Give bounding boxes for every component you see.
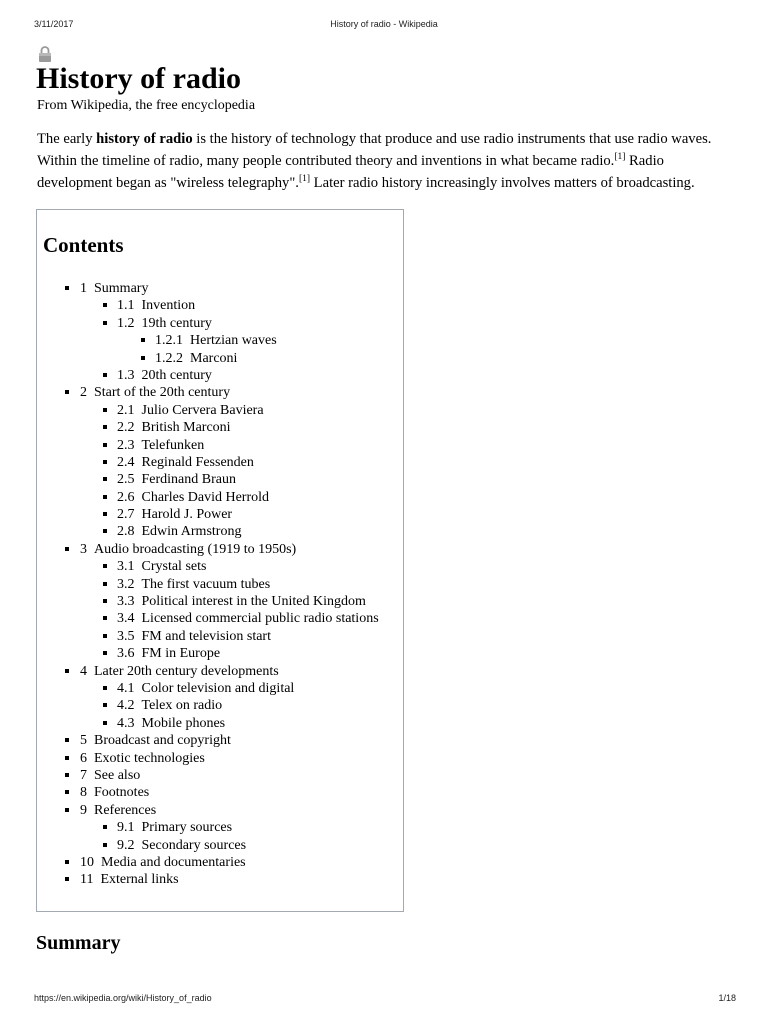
toc-link[interactable] [117, 819, 232, 836]
bullet-icon [103, 651, 107, 655]
intro-paragraph [37, 128, 737, 194]
reference-link[interactable]: [1] [298, 174, 311, 184]
toc-link[interactable] [117, 367, 212, 384]
toc-item[interactable] [37, 784, 403, 801]
toc-label: FM in Europe [141, 646, 221, 662]
print-date: 3/11/2017 [34, 19, 74, 29]
bullet-icon [103, 721, 107, 725]
toc-label: External links [100, 872, 179, 888]
toc-item[interactable] [37, 471, 403, 488]
toc-number: 3.5 [117, 628, 135, 644]
toc-number: 2.1 [117, 402, 135, 418]
toc-number: 11 [80, 872, 94, 888]
toc-label: Licensed commercial public radio stations [141, 611, 379, 627]
reference-link[interactable]: [1] [614, 152, 626, 162]
toc-number: 2.6 [117, 489, 135, 505]
toc-label: Invention [141, 298, 196, 314]
toc-label: Political interest in the United Kingdom [141, 594, 366, 610]
toc-item[interactable] [37, 367, 403, 384]
toc-number: 1.2.2 [155, 350, 183, 366]
toc-item[interactable] [37, 315, 403, 332]
bullet-icon [65, 756, 69, 760]
toc-item[interactable] [37, 576, 403, 593]
toc-number: 2.2 [117, 420, 135, 436]
toc-number: 2.8 [117, 524, 135, 540]
toc-label: British Marconi [141, 420, 231, 436]
toc-label: Later 20th century developments [94, 663, 279, 679]
bullet-icon [103, 634, 107, 638]
toc-title: Contents [43, 233, 124, 257]
bullet-icon [103, 512, 107, 516]
toc-number: 9.1 [117, 820, 135, 836]
toc-item[interactable] [37, 663, 403, 680]
toc-number: 1.2.1 [155, 333, 183, 349]
bullet-icon [65, 286, 69, 290]
toc-number: 9 [80, 802, 87, 818]
bullet-icon [65, 738, 69, 742]
toc-item[interactable] [37, 750, 403, 767]
bullet-icon [103, 564, 107, 568]
site-tagline: From Wikipedia, the free encyclopedia [37, 98, 256, 113]
toc-label: Media and documentaries [101, 854, 246, 870]
toc-link[interactable] [117, 402, 264, 419]
toc-number: 3.1 [117, 559, 135, 575]
toc-label: Color television and digital [141, 680, 295, 696]
toc-number: 2.3 [117, 437, 135, 453]
toc-label: References [94, 802, 157, 818]
toc-link[interactable] [117, 437, 204, 454]
toc-item[interactable] [37, 610, 403, 627]
print-page-title: History of radio - Wikipedia [330, 19, 438, 29]
toc-label: Exotic technologies [94, 750, 205, 766]
toc-item[interactable] [37, 489, 403, 506]
intro-text: Later radio history increasingly involves matters of broadcasting. [310, 175, 695, 191]
toc-number: 4.3 [117, 715, 135, 731]
toc-item[interactable] [37, 280, 403, 297]
toc-label: Primary sources [141, 820, 233, 836]
toc-label: Hertzian waves [190, 333, 277, 349]
bullet-icon [103, 303, 107, 307]
print-page-number: 1/18 [718, 993, 736, 1003]
intro-text: is the history of technology that produce and use radio instruments that use radio waves. Within the timeline of radio, many people contributed theory and inventions in what became radio. [37, 131, 712, 169]
toc-number: 1.2 [117, 315, 135, 331]
bullet-icon [103, 425, 107, 429]
bullet-icon [103, 477, 107, 481]
bullet-icon [103, 616, 107, 620]
toc-item[interactable] [37, 454, 403, 471]
toc-label: Reginald Fessenden [141, 454, 254, 470]
toc-link[interactable] [117, 610, 379, 627]
toc-item[interactable] [37, 680, 403, 697]
toc-label: Mobile phones [141, 715, 226, 731]
toc-link[interactable] [155, 350, 237, 367]
toc-label: Secondary sources [141, 837, 247, 853]
toc-link[interactable] [117, 419, 231, 436]
bullet-icon [103, 703, 107, 707]
toc-link[interactable] [117, 697, 222, 714]
bullet-icon [141, 356, 145, 360]
bullet-icon [103, 825, 107, 829]
bullet-icon [103, 443, 107, 447]
intro-bold-term: history of radio [96, 131, 193, 147]
bullet-icon [103, 495, 107, 499]
toc-link[interactable] [80, 802, 156, 819]
bullet-icon [65, 773, 69, 777]
toc-link[interactable] [80, 784, 149, 801]
toc-item[interactable] [37, 593, 403, 610]
toc-link[interactable] [117, 454, 254, 471]
toc-number: 4.2 [117, 698, 135, 714]
toc-number: 4 [80, 663, 87, 679]
lock-icon [38, 45, 52, 63]
toc-item[interactable] [37, 558, 403, 575]
bullet-icon [103, 408, 107, 412]
toc-label: Summary [94, 281, 149, 296]
toc-number: 2 [80, 385, 87, 401]
bullet-icon [103, 460, 107, 464]
bullet-icon [103, 582, 107, 586]
toc-number: 4.1 [117, 680, 135, 696]
toc-number: 3.3 [117, 594, 135, 610]
toc-number: 9.2 [117, 837, 135, 853]
bullet-icon [65, 790, 69, 794]
toc-item[interactable] [37, 350, 403, 367]
toc-number: 2.7 [117, 507, 135, 523]
intro-text: The early [37, 131, 97, 147]
toc-link[interactable] [117, 297, 195, 314]
toc-number: 1 [80, 281, 87, 296]
toc-item[interactable] [37, 384, 403, 401]
toc-label: Audio broadcasting (1919 to 1950s) [94, 541, 297, 557]
toc-label: FM and television start [141, 628, 271, 644]
intro-text: Radio development began as "wireless telegraphy". [37, 153, 664, 191]
toc-label: Julio Cervera Baviera [141, 402, 264, 418]
toc-item[interactable] [37, 715, 403, 732]
toc-label: 20th century [141, 367, 212, 383]
toc-number: 3 [80, 541, 87, 557]
toc-label: Harold J. Power [141, 507, 233, 523]
toc-label: Telefunken [141, 437, 205, 453]
bullet-icon [103, 843, 107, 847]
toc-link[interactable] [80, 663, 279, 680]
bullet-icon [141, 338, 145, 342]
toc-label: 19th century [141, 315, 212, 331]
toc-link[interactable] [80, 750, 205, 767]
toc-item[interactable] [37, 802, 403, 819]
toc-link[interactable] [117, 645, 220, 662]
bullet-icon [65, 877, 69, 881]
toc-label: Edwin Armstrong [141, 524, 242, 540]
toc-link[interactable] [80, 280, 148, 297]
print-url: https://en.wikipedia.org/wiki/History_of_radio [34, 993, 212, 1003]
toc-label: Broadcast and copyright [94, 733, 231, 749]
toc-item[interactable] [37, 819, 403, 836]
bullet-icon [103, 373, 107, 377]
bullet-icon [65, 808, 69, 812]
toc-number: 6 [80, 750, 87, 766]
toc-link[interactable] [117, 489, 269, 506]
toc-link[interactable] [117, 837, 246, 854]
toc-item[interactable] [37, 837, 403, 854]
toc-label: Charles David Herrold [141, 489, 270, 505]
bullet-icon [103, 321, 107, 325]
toc-number: 10 [80, 854, 94, 870]
bullet-icon [65, 860, 69, 864]
table-of-contents [36, 209, 404, 912]
bullet-icon [65, 547, 69, 551]
bullet-icon [103, 529, 107, 533]
toc-number: 5 [80, 733, 87, 749]
toc-label: The first vacuum tubes [141, 576, 271, 592]
toc-link[interactable] [117, 680, 294, 697]
toc-item[interactable] [37, 332, 403, 349]
toc-link[interactable] [80, 871, 179, 888]
toc-item[interactable] [37, 523, 403, 540]
toc-link[interactable] [117, 506, 232, 523]
toc-item[interactable] [37, 437, 403, 454]
toc-item[interactable] [37, 506, 403, 523]
toc-link[interactable] [117, 558, 206, 575]
toc-label: Ferdinand Braun [141, 472, 236, 488]
toc-link[interactable] [117, 593, 366, 610]
toc-number: 2.5 [117, 472, 135, 488]
toc-link[interactable] [155, 332, 277, 349]
toc-label: Start of the 20th century [94, 385, 231, 401]
toc-link[interactable] [117, 715, 225, 732]
toc-number: 8 [80, 785, 87, 801]
toc-number: 7 [80, 767, 87, 783]
bullet-icon [103, 686, 107, 690]
toc-item[interactable] [37, 767, 403, 784]
page-title: History of radio [36, 62, 241, 95]
toc-link[interactable] [117, 471, 236, 488]
toc-label: Crystal sets [141, 559, 207, 575]
toc-link[interactable] [80, 854, 246, 871]
toc-link[interactable] [117, 315, 212, 332]
toc-number: 3.2 [117, 576, 135, 592]
toc-item[interactable] [37, 645, 403, 662]
toc-link[interactable] [80, 732, 231, 749]
toc-link[interactable] [80, 541, 296, 558]
bullet-icon [65, 390, 69, 394]
toc-number: 1.3 [117, 367, 135, 383]
toc-item[interactable] [37, 732, 403, 749]
bullet-icon [103, 599, 107, 603]
toc-item[interactable] [37, 419, 403, 436]
bullet-icon [65, 669, 69, 673]
toc-item[interactable] [37, 697, 403, 714]
toc-list [37, 280, 403, 889]
toc-link[interactable] [117, 628, 271, 645]
toc-number: 3.6 [117, 646, 135, 662]
toc-label: Telex on radio [141, 698, 223, 714]
toc-number: 1.1 [117, 298, 135, 314]
toc-item[interactable] [37, 402, 403, 419]
toc-label: Footnotes [94, 785, 150, 801]
toc-link[interactable] [117, 576, 270, 593]
toc-number: 3.4 [117, 611, 135, 627]
toc-label: See also [94, 767, 141, 783]
toc-link[interactable] [80, 767, 140, 784]
toc-label: Marconi [190, 350, 238, 366]
toc-item[interactable] [37, 541, 403, 558]
toc-item[interactable] [37, 628, 403, 645]
toc-item[interactable] [37, 854, 403, 871]
toc-link[interactable] [80, 384, 230, 401]
toc-item[interactable] [37, 297, 403, 314]
section-heading-summary: Summary [36, 932, 121, 954]
toc-item[interactable] [37, 871, 403, 888]
toc-link[interactable] [117, 523, 241, 540]
toc-number: 2.4 [117, 454, 135, 470]
